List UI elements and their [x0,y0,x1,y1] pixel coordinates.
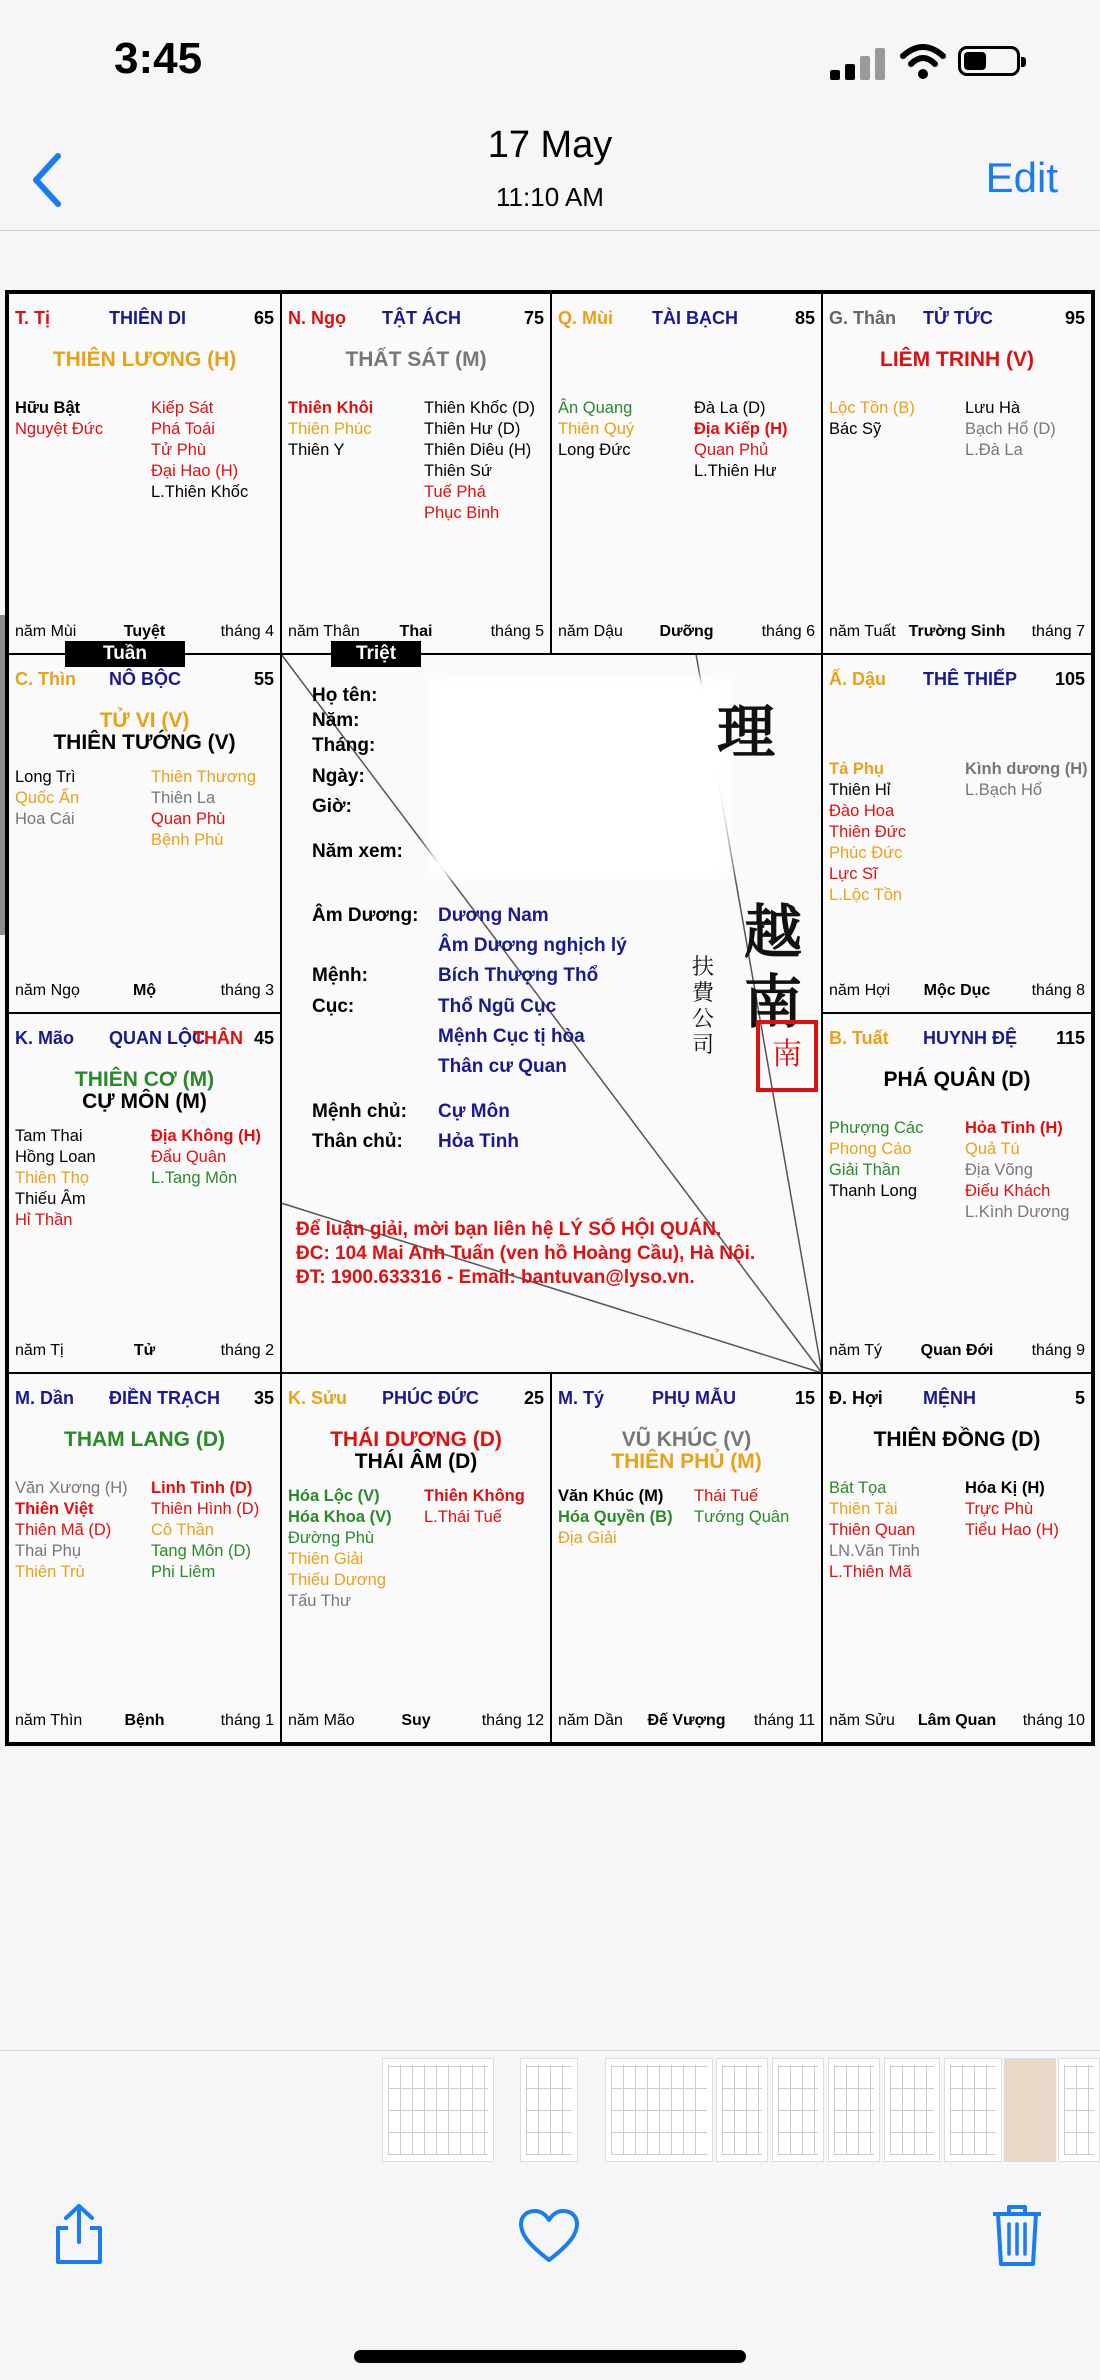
thumbnail[interactable] [382,2058,494,2162]
minor-star: Đào Hoa [829,802,895,820]
minor-star: Thiên Khốc (D) [424,399,535,417]
palace-footer [288,1712,544,1732]
palace-branch: C. Thìn [15,669,76,689]
minor-star: Tấu Thư [288,1592,352,1610]
palace-branch: K. Mão [15,1028,75,1048]
minor-star: Quan Phù [151,810,226,828]
minor-star: Bệnh Phù [151,831,224,849]
minor-star: Thiên Việt [15,1500,94,1518]
right-star-list [151,398,248,503]
palace-year: năm Tuất [829,623,896,640]
palace-header [15,308,274,330]
main-star: THIÊN LƯƠNG (H) [52,348,237,371]
palace-name: NÔ BỘC [109,669,181,689]
palace-stage: Suy [401,1712,431,1729]
left-star-list [829,759,906,906]
minor-star: Quan Phủ [694,441,769,459]
minor-star: Thiên Phúc [288,420,372,438]
minor-star: Giải Thần [829,1161,901,1179]
palace-footer [558,623,815,643]
label-than-chu: Thân chủ: [312,1131,403,1152]
palace-stage: Tuyệt [123,623,166,640]
minor-star: Ân Quang [558,399,633,417]
palace-footer [829,1712,1085,1732]
label-gio: Giờ: [312,796,352,817]
palace-footer [15,982,274,1002]
palace-stage: Dưỡng [659,623,714,640]
palace-header [15,669,274,691]
left-star-list [558,1486,673,1549]
value-cuc-2: Mệnh Cục tị hòa [438,1026,585,1047]
main-star: VŨ KHÚC (V) [621,1428,752,1451]
palace-branch: Q. Mùi [558,308,613,328]
main-star: THẤT SÁT (M) [345,348,487,371]
minor-star: Cô Thần [151,1521,214,1539]
minor-star: Hồng Loan [15,1148,96,1166]
palace-stage: Trường Sinh [908,623,1006,640]
palace-stage: Thai [399,623,433,640]
center-info [281,654,822,1373]
palace-stage: Quan Đới [920,1342,994,1359]
nav-date: 17 May [487,124,613,166]
main-star: THÁI DƯƠNG (D) [330,1428,502,1451]
palace-cell-dan [8,1373,281,1743]
palace-stage: Đế Vượng [647,1712,726,1729]
minor-star: LN.Văn Tinh [829,1542,920,1560]
minor-star: Thiên Thọ [15,1169,89,1187]
palace-age: 5 [1074,1388,1085,1408]
minor-star: Đà La (D) [694,399,766,417]
minor-star: Thiên Thương [151,768,257,786]
minor-star: Hóa Lộc (V) [288,1487,380,1505]
red-seal-stamp: 南 [756,1020,818,1092]
left-star-list [829,398,915,440]
palace-cell-mao [8,1013,281,1373]
minor-star: Đại Hao (H) [151,462,239,480]
trash-icon[interactable] [990,2202,1044,2268]
label-ho-ten: Họ tên: [312,685,378,706]
edit-button[interactable]: Edit [985,154,1058,201]
palace-year: năm Hợi [829,982,891,999]
palace-name: PHÚC ĐỨC [382,1388,479,1408]
palace-year: năm Dậu [558,623,623,640]
horoscope-chart [5,290,1095,1746]
palace-branch: T. Tị [15,308,50,328]
label-thang: Tháng: [312,735,376,756]
palace-age: 85 [794,308,815,328]
value-than-chu: Hỏa Tinh [438,1131,519,1152]
calligraphy-small: 扶 費 公 司 [692,955,715,1058]
minor-star: Địa Giải [558,1529,617,1547]
thumbnail[interactable] [1058,2058,1100,2162]
right-star-list [694,1486,789,1528]
minor-star: Đẩu Quân [151,1148,227,1166]
minor-star: Thiếu Âm [15,1190,86,1208]
palace-branch: K. Sửu [288,1388,348,1408]
minor-star: Thiên Tài [829,1500,898,1518]
palace-branch: M. Tý [558,1388,605,1408]
contact-line-2: ĐC: 104 Mai Anh Tuấn (ven hồ Hoàng Cầu), Hà Nội. [296,1243,756,1264]
heart-icon[interactable] [518,2208,580,2264]
palace-footer [15,623,274,643]
thumbnail[interactable] [520,2058,578,2162]
thumbnail-photo[interactable] [1004,2058,1056,2162]
palace-name: THIÊN DI [109,308,187,328]
main-star: THIÊN PHỦ (M) [611,1450,762,1473]
palace-month: tháng 4 [220,623,274,640]
minor-star: Thiên Hình (D) [151,1500,260,1518]
value-menh: Bích Thượng Thổ [438,965,599,986]
palace-stage: Tử [133,1342,156,1359]
value-cuc: Thổ Ngũ Cục [438,996,557,1017]
calligraphy-char-4: 南 [744,968,803,1036]
left-star-list [288,1486,392,1612]
label-ngay: Ngày: [312,766,365,787]
palace-month: tháng 9 [1031,1342,1085,1359]
palace-header [829,1388,1085,1410]
thumbnail[interactable] [884,2058,940,2162]
minor-star: Tuế Phá [424,483,486,501]
palace-stage: Bệnh [124,1712,165,1729]
minor-star: Thiên Hỉ [829,781,891,799]
home-indicator [354,2350,746,2363]
minor-star: Lực Sĩ [829,865,878,883]
minor-star: L.Thiên Hư [694,462,777,480]
label-nam: Năm: [312,710,360,731]
palace-name: TẬT ÁCH [382,308,461,328]
palace-header [15,1388,274,1410]
palace-year: năm Tý [829,1342,883,1359]
left-star-list [288,398,373,461]
main-star: PHÁ QUÂN (D) [883,1068,1031,1091]
minor-star: Tang Môn (D) [151,1542,251,1560]
palace-cell-dau [822,654,1092,1013]
palace-cell-ti [8,293,281,654]
palace-year: năm Ngọ [15,982,80,999]
minor-star: Bạch Hổ (D) [965,420,1056,438]
minor-star: Hóa Quyền (B) [558,1508,673,1526]
thumbnail[interactable] [944,2058,1002,2162]
palace-age: 95 [1064,308,1085,328]
palace-cell-ngo [281,293,551,654]
palace-stage: Lâm Quan [917,1712,997,1729]
palace-name: THÊ THIẾP [923,669,1018,689]
palace-year: năm Thân [288,623,360,640]
wifi-icon [900,42,946,82]
label-nam-xem: Năm xem: [312,841,403,862]
palace-name: MỆNH [923,1388,976,1408]
minor-star: Thiên Quý [558,420,635,438]
minor-star: Thiên Giải [288,1550,364,1568]
palace-header [829,1028,1085,1050]
palace-branch: B. Tuất [829,1028,889,1048]
share-icon[interactable] [52,2202,106,2266]
main-star: THÁI ÂM (D) [354,1450,478,1473]
tuan-tag: Tuần [65,641,185,667]
triet-tag: Triệt [331,641,421,667]
palace-age: 55 [253,669,274,689]
minor-star: Long Trì [15,768,76,786]
minor-star: Quả Tú [965,1140,1020,1158]
minor-star: Văn Khúc (M) [558,1487,664,1505]
palace-header [288,1388,544,1410]
minor-star: Tướng Quân [694,1508,790,1526]
minor-star: Quốc Ấn [15,789,80,807]
left-star-list [15,398,103,440]
palace-cell-hoi [822,1373,1092,1743]
minor-star: L.Đà La [965,441,1023,459]
palace-stage: Mộc Dục [923,982,991,999]
palace-month: tháng 5 [490,623,544,640]
minor-star: L.Kình Dương [965,1203,1070,1221]
minor-star: Hóa Khoa (V) [288,1508,392,1526]
main-star: LIÊM TRINH (V) [880,348,1034,371]
cellular-signal-icon [830,48,886,80]
palace-cell-mui [551,293,822,654]
contact-line-1: Để luận giải, mời bạn liên hệ LÝ SỐ HỘI QUÁN. [296,1219,722,1240]
calligraphy-char-1: 理 [717,698,776,766]
minor-star: Thiên Hư (D) [424,420,521,438]
minor-star: Thiên Mã (D) [15,1521,112,1539]
minor-star: Địa Kiếp (H) [694,420,788,438]
palace-name: QUAN LỘC [109,1028,205,1048]
main-star: TỬ VI (V) [99,709,190,732]
minor-star: Thiên Sứ [424,462,492,480]
palace-branch: G. Thân [829,308,896,328]
right-star-list [965,398,1056,461]
palace-stage: Mộ [132,982,157,999]
minor-star: L.Bạch Hổ [965,781,1043,799]
palace-branch: N. Ngọ [288,308,346,328]
palace-footer [15,1342,274,1362]
minor-star: Hoa Cái [15,810,75,828]
palace-name: TÀI BẠCH [652,308,738,328]
palace-footer [829,1342,1085,1362]
minor-star: Thiếu Dương [288,1571,386,1589]
left-star-list [15,1126,96,1231]
minor-star: Phi Liêm [151,1563,216,1581]
value-cuc-3: Thân cư Quan [438,1056,567,1077]
palace-year: năm Tị [15,1342,64,1359]
minor-star: Địa Không (H) [151,1127,261,1145]
minor-star: Thiên Diêu (H) [424,441,532,459]
palace-name: ĐIỀN TRẠCH [109,1388,220,1408]
minor-star: Hỏa Tinh (H) [965,1119,1063,1137]
palace-year: năm Dần [558,1712,623,1729]
minor-star: Long Đức [558,441,631,459]
palace-footer [288,623,544,643]
contact-line-3: ĐT: 1900.633316 - Email: bantuvan@lyso.vn. [296,1267,695,1288]
palace-header [558,308,815,330]
main-star: CỰ MÔN (M) [82,1090,207,1113]
minor-star: Nguyệt Đức [15,420,104,438]
palace-footer [558,1712,815,1732]
main-star: THAM LANG (D) [64,1428,225,1451]
palace-header [829,308,1085,330]
minor-star: Tiểu Hao (H) [965,1521,1059,1539]
palace-name: PHỤ MẪU [652,1388,736,1408]
battery-icon [958,46,1020,76]
palace-than-marker: THÂN [193,1028,243,1048]
main-star: THIÊN TƯỚNG (V) [53,731,236,754]
palace-month: tháng 10 [1022,1712,1085,1729]
palace-age: 75 [523,308,544,328]
palace-age: 45 [253,1028,274,1048]
main-star: THIÊN CƠ (M) [74,1068,215,1091]
palace-header [829,669,1085,691]
palace-month: tháng 3 [220,982,274,999]
right-star-list [965,1118,1069,1223]
palace-year: năm Sửu [829,1712,895,1729]
left-star-list [15,1478,128,1583]
left-star-list [829,1118,923,1202]
minor-star: Thiên Quan [829,1521,916,1539]
minor-star: Thai Phụ [15,1542,82,1560]
palace-age: 115 [1055,1028,1085,1048]
minor-star: Phúc Đức [829,844,903,862]
minor-star: Thanh Long [829,1182,918,1200]
label-am-duong: Âm Dương: [312,905,419,926]
minor-star: Điếu Khách [965,1182,1051,1200]
minor-star: Thiên La [151,789,216,807]
palace-branch: Ấ. Dậu [829,669,887,689]
thumbnail[interactable] [772,2058,824,2162]
minor-star: Kiếp Sát [151,399,214,417]
palace-age: 15 [794,1388,815,1408]
minor-star: Thiên Khôi [288,399,374,417]
left-star-list [558,398,634,461]
minor-star: Tả Phụ [829,760,885,778]
left-star-list [829,1478,920,1583]
value-menh-chu: Cự Môn [438,1101,510,1122]
minor-star: Trực Phù [965,1500,1034,1518]
minor-star: Đường Phù [288,1529,375,1547]
palace-age: 35 [253,1388,274,1408]
right-star-list [694,398,788,482]
palace-footer [829,982,1085,1002]
palace-cell-than [822,293,1092,654]
minor-star: Phong Cáo [829,1140,912,1158]
right-star-list [151,1478,259,1583]
right-star-list [424,1486,525,1528]
palace-cell-ty [551,1373,822,1743]
nav-bar [0,110,1100,231]
minor-star: Phượng Các [829,1119,924,1137]
palace-branch: Đ. Hợi [829,1388,883,1408]
minor-star: Lưu Hà [965,399,1021,417]
palace-month: tháng 2 [220,1342,274,1359]
minor-star: L.Thái Tuế [424,1508,502,1526]
status-bar [0,0,1100,120]
minor-star: Bác Sỹ [829,420,882,438]
minor-star: L.Thiên Khốc [151,483,249,501]
palace-footer [829,623,1085,643]
label-menh-chu: Mệnh chủ: [312,1101,407,1122]
palace-header [15,1028,274,1050]
value-am-duong-2: Âm Dương nghịch lý [438,935,627,956]
palace-header [288,308,544,330]
minor-star: Bát Tọa [829,1479,887,1497]
palace-month: tháng 7 [1031,623,1085,640]
thumbnail-current[interactable] [605,2058,713,2162]
redacted-area [430,677,730,877]
minor-star: Kình dương (H) [965,760,1088,778]
right-star-list [151,767,256,851]
minor-star: Phá Toái [151,420,215,438]
palace-year: năm Mùi [15,623,77,640]
minor-star: L.Lộc Tồn [829,886,903,904]
main-star: THIÊN ĐỒNG (D) [873,1428,1041,1451]
left-star-list [15,767,79,830]
nav-time: 11:10 AM [496,182,604,212]
palace-cell-suu [281,1373,551,1743]
minor-star: Văn Xương (H) [15,1479,128,1497]
thumbnail[interactable] [828,2058,880,2162]
label-menh: Mệnh: [312,965,368,986]
right-star-list [965,759,1088,801]
minor-star: Thiên Y [288,441,345,459]
minor-star: Địa Võng [965,1161,1033,1179]
minor-star: Tử Phù [151,441,207,459]
right-star-list [151,1126,261,1189]
palace-month: tháng 12 [481,1712,544,1729]
right-star-list [965,1478,1059,1541]
palace-footer [15,1712,274,1732]
thumbnail[interactable] [716,2058,768,2162]
minor-star: Thiên Trù [15,1563,85,1581]
palace-month: tháng 8 [1031,982,1085,999]
minor-star: L.Thiên Mã [829,1563,912,1581]
minor-star: Tam Thai [15,1127,83,1145]
palace-year: năm Mão [288,1712,355,1729]
minor-star: Phục Binh [424,504,500,522]
minor-star: Hữu Bật [15,399,81,417]
minor-star: Thiên Không [424,1487,525,1505]
minor-star: Hóa Kị (H) [965,1479,1045,1497]
label-cuc: Cục: [312,996,355,1017]
palace-cell-thin [8,654,281,1013]
minor-star: Linh Tinh (D) [151,1479,253,1497]
palace-month: tháng 6 [761,623,815,640]
value-am-duong: Dương Nam [438,905,549,926]
minor-star: Hỉ Thần [15,1211,73,1229]
right-star-list [424,398,535,524]
status-time: 3:45 [114,34,203,83]
minor-star: Thiên Đức [829,823,907,841]
palace-name: HUYNH ĐỆ [923,1028,1018,1048]
palace-age: 105 [1054,669,1085,689]
minor-star: Lộc Tồn (B) [829,399,915,417]
minor-star: Thái Tuế [694,1487,759,1505]
palace-name: TỬ TỨC [923,308,993,328]
palace-age: 25 [523,1388,544,1408]
palace-branch: M. Dần [15,1388,75,1408]
palace-cell-tuat [822,1013,1092,1373]
palace-month: tháng 1 [220,1712,274,1729]
minor-star: L.Tang Môn [151,1169,238,1187]
palace-month: tháng 11 [753,1712,815,1729]
palace-year: năm Thìn [15,1712,83,1729]
palace-age: 65 [253,308,274,328]
calligraphy-char-3: 越 [744,898,803,966]
palace-header [558,1388,815,1410]
